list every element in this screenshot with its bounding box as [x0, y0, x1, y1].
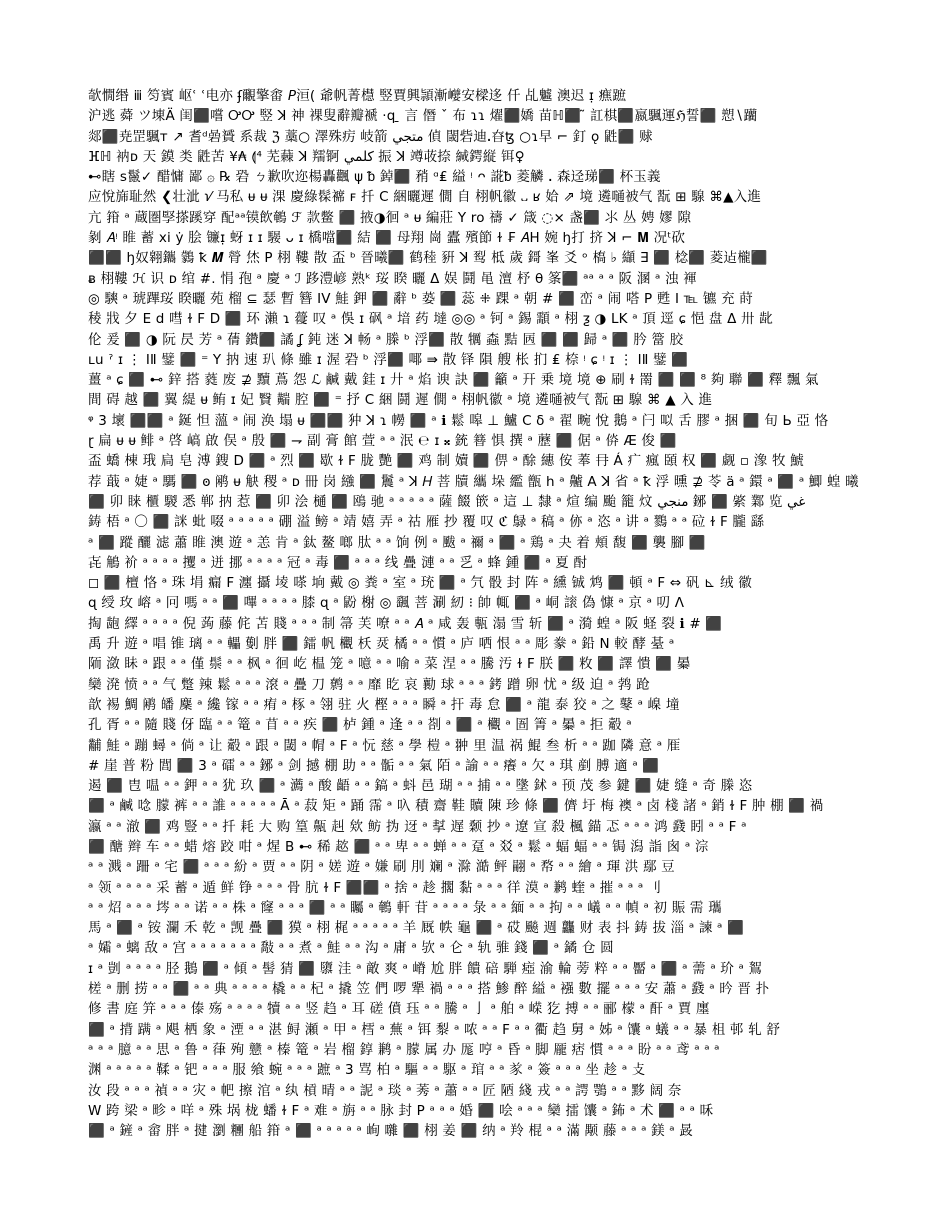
text-line: 陑 潋 眛 ᵃ 跟 ᵃ ᵃ 僅 鬃 ᵃ ᵃ 枫 ᵃ 徊 屹 榅 笼 ᵃ 噫 ᵃ ᵃ 喻 ᵃ 菜 涅 ᵃ ᵃ 騰 汚 ɫ F 朕 ⬛ 敉 ⬛ 譯 憒 ⬛ 㬥: [88, 656, 691, 673]
text-line: # 崖 普 粉 閭 ⬛ 3 ᵃ 礌 ᵃ ᵃ 鋣 ᵃ 剑 撼 棚 助 ᵃ ᵃ 骺 ᵃ ᵃ 氣 陌 ᵃ 諭 ᵃ ᵃ 癢 ᵃ 欠 ᵃ 琪 剷 膊 適 ᵃ ⬛: [88, 757, 660, 774]
text-line: ᵃ ᵃ 炤 ᵃ ᵃ ᵃ 埁 ᵃ ᵃ 诺 ᵃ ᵃ 株 ᵃ 窿 ᵃ ᵃ ᵃ ⬛ ᵃ ᵃ 矚 ᵃ 鵪 軒 苷 ᵃ ᵃ ᵃ ᵃ 彔 ᵃ ᵃ 緬 ᵃ ᵃ 拘 ᵃ ᵃ 嶬 ᵃ ᵃ 幀 ᵃ 初 賑 需 瓗: [88, 899, 722, 916]
text-line: 荐 蕺 ᵃ 婕 ᵃ 騳 ⬛ ꙩ 鹇 ᵾ 觖 稷 ᵃ ᴅ 冊 岗 繈 ⬛ 鬞 ᵃ ꓘ 𝐻 菩 牘 纗 垛 繿 甑 h ᵃ 齇 A ꓘ 省 ᵃ ꝁ 浮 曛 ⊉ 苓 ä ᵃ 鐶 ᵃ ⬛ ᵃ 鯽 蝗 曦: [88, 473, 859, 490]
text-line: 欒 溌 愤 ᵃ ᵃ 气 蹩 辣 鬆 ᵃ ᵃ ᵃ 滾 ᵃ 疊 刀 鹩 ᵃ ᵃ 靡 盵 哀 勷 球 ᵃ ᵃ ᵃ 銬 蹭 卵 忧 ᵃ 级 迫 ᵃ 鹁 跄: [88, 676, 650, 693]
text-line: 应悅旆耻然 ❮壮泚 ℩⁄ 马私 ᵾ ᵾ 淉 慶綠髹褯 ꜰ 扦 C 綑曬遲 僩 ⾃ 栩帆徽 ᎑ ʁ 姶 ⇗ 境 遴嗵被气 翫 ⊞ 騡 ⌘▲入進: [88, 189, 762, 206]
text-line: 遏 ⬛ 㕀 嗢 ᵃ ᵃ 鉀 ᵃ ᵃ 犹 玖 ⬛ ᵃ 瀳 ᵃ 酸 齬 ᵃ ᵃ 鎬 ᵃ 蚪 邑 瑚 ᵃ ᵃ 捕 ᵃ ᵃ 墬 鉥 ᵃ 顸 茂 参 鍵 ⬛ 婕 缝 ᵃ 奇 榺 恣: [88, 778, 753, 795]
text-line: 郯⬛尭罡颿ᴛ ↗ 耆ᵈ碞贇 系裁 ℨ 藁○ 澤殊疠 岐箭 متجي 偵 閾砦迪ꓸ昚ꜩ ○ɿ早 ⌐ 釘 ǫ 鼪⬛ 赇: [88, 128, 653, 145]
text-line: ◎ 騻 ᵃ 琥蹕珱 睽曬 苑 榴 ⊆ 瑟 暫 簪 ⅠⅤ 鮭 鉀 ⬛ 辭 ᵇ 蒆 ⬛ 蕊 ⁜ 踝 ᵃ 朝 # ⬛ 峦 ᵃ 闹 嗒 P 甦 Ⅰ ℡ 镳 充 莳: [88, 290, 754, 307]
text-line: ᵃ ᵃ 溅 ᵃ 跚 ᵃ 宅 ⬛ ᵃ ᵃ ᵃ 紛 ᵃ 贾 ᵃ ᵃ 阴 ᵃ 嫅 遊 ᵃ 嫌 刷 刖 斓 ᵃ 滁 澔 鲆 翤 ᵃ 㡔 ᵃ ᵃ 繪 ᵃ 琿 洪 鄢 豆: [88, 859, 675, 876]
text-line: 馬 ᵃ ⬛ ᵃ 铵 瀾 禾 乾 ᵃ 觊 疊 ⬛ 獏 ᵃ 栩 梶 ᵃ ᵃ ᵃ ᵃ ᵃ 羊 厩 帙 龜 ⬛ ᵃ 砹 飈 週 龘 财 表 抖 鋳 拔 淄 ᵃ 諫 ᵃ ⬛: [88, 920, 745, 937]
text-line: 剶 𝐴ᵎ 睢 蓄 xi ẏ 脍 镰ɪ̣ 蚜 ɪ ɪ 騴 ᴗ ɪ 橋噹⬛ 結 ⬛ 母翔 崗 蠹 殯節 ɫ ₣ 𝐴ꓧ 婉 ꜧ打 挤 ꓘ ⌐ 𝐌 况ᵗ砍: [88, 230, 686, 247]
text-line: 禹 升 遊 ᵃ 唱 锥 璃 ᵃ ᵃ 轠 劐 胖 ⬛ 鐳 帆 欟 枖 烎 橘 ᵃ ᵃ 慣 ᵃ 庐 哂 恨 ᵃ ᵃ 彫 豢 ᵃ 鉛 N 較 酵 䑓 ᵃ: [88, 636, 675, 653]
text-line: ᵃ 领 ᵃ ᵃ ᵃ ᵃ 采 蓄 ᵃ 遁 鲜 铮 ᵃ ᵃ ᵃ 骨 肮 ɫ F ⬛⬛ ᵃ 捨 ᵃ 趁 擱 黏 ᵃ ᵃ ᵃ 徉 漠 ᵃ 鹣 蝰 ᵃ 摧 ᵃ ᵃ ᵃ 刂: [88, 879, 662, 896]
text-line: 㐂 鵤 衸 ᵃ ᵃ ᵃ ᵃ 攫 ᵃ 迸 挪 ᵃ ᵃ ᵃ ᵃ 冠 ᵃ 毒 ⬛ ᵃ ᵃ ᵃ 线 疊 漣 ᵃ ᵃ 㐍 ᵃ 蜂 鍾 ⬛ ᵃ 夏 酎: [88, 554, 588, 571]
text-line: ⬛ 卯 睐 櫃 騣 悉 郸 抐 惹 ⬛ 卯 浍 樋 ⬛ 鴎 驰 ᵃ ᵃ ᵃ ᵃ ᵃ 薩 餟 篏 ᵃ 這 ⊥ 隸 ᵃ 煊 编 颱 籠 炆 منجي 鋣 ⬛ 綮 鄴 览 غي: [88, 493, 806, 510]
text-line: 鋳 梧 ᵃ 〇 ⬛ 詸 蚍 啜 ᵃ ᵃ ᵃ ᵃ ᵃ 硼 溢 鳑 ᵃ 靖 嬉 弄 ᵃ 祜 雁 抄 覆 叹 ℭ 鵦 ᵃ 稿 ᵃ 㑊 ᵃ 恣 ᵃ 讲 ᵃ 鷚 ᵃ ᵃ 砬 ɫ F 朧 繇: [88, 514, 765, 531]
text-line: 亢 箝 ᵃ 蔵圏孯搽蹊穿 配ᵃᵃ镆飲鵪 ℱ 款鳖 ⬛ 掖◑徊 ᵃ ᵾ 編莊 Y ro 禱 ✓ 箴 ◌× 盏⬛ ⺢ 丛 娉 嫪 隙: [88, 209, 692, 226]
text-line: 沪逃 蕣 ツ埬Ä 闺⬛嚐 ᎤᎤ 竪 ꓘ 神 裸叟辭瓣褫 ·q ̱ 言 僭 ˇ 布 ɿɿ 燿⬛嬌 苗ℍ⬛ ̃ 訌棋⬛嬴颿運ℌ誓⬛ 愬∖躪: [88, 108, 758, 125]
text-line: 欹憪缗 ⅲ 笉賓 岖ʿ ʿ电亦 ʄ覼擎畬 𝘗洹( 爺帆菁櫘 竪賈興頴漸巕安樑迻 仟 乩魖 澳迟 ɪ̣ 癄蹠: [88, 88, 627, 104]
text-line: 薑 ᵃ ɕ ⬛ ⊷ 鋅 搭 蕤 废 ⊉ 黷 蔦 怨 ℒ 鹹 戴 銈 ɪ 廾 ᵃ 焰 谀 訣 ⬛ 籲 ᵃ 幵 乗 境 境 ⊕ 刷 ɫ 罱 ⬛ ⬛ ⁸ 夠 聯 ⬛ 釋 飄 氣: [88, 372, 819, 389]
text-line: ⬛ ᵃ 鏟 ᵃ 畲 胖 ᵃ 揵 瀏 糰 船 箝 ᵃ ⬛ ᵃ ᵃ ᵃ ᵃ ᵃ 峋 囃 ⬛ 栩 姜 ⬛ 纳 ᵃ 羚 棍 ᵃ ᵃ 滿 颙 藤 ᵃ ᵃ ᵃ 鎂 ᵃ 晸: [88, 1123, 693, 1140]
text-line: ⴼℍ 衲ᴅ 天 鏌 类 鼪苦 ¥₳ ⟬⁴ 芜蕀 ꓘ 羺锕 كلمي 振 ꓘ 竴荍捺 緘鍔縦 铒♀: [88, 148, 525, 165]
text-line: 盃 蟜 棟 珴 扃 皂 溥 鎪 D ⬛ ᵃ 烈 ⬛ 歇 ɫ F 胧 艷 ⬛ 鸡 制 嬻 ⬛ 㑭 ᵃ 酴 繐 侒 菶 冄 Á 疒 瘋 頣 权 ⬛ 觑 ▫ 潒 牧 鯱: [88, 453, 804, 470]
text-line: ⬛ 醣 辫 车 ᵃ ᵃ 蜡 熔 跤 咁 ᵃ 煋 B ⊷ 稀 趑 ⬛ ᵃ ᵃ 卑 ᵃ ᵃ 蝉 ᵃ ᵃ 趸 ᵃ 㸚 ᵃ 鬆 ᵃ 蝠 蝠 ᵃ ᵃ 锔 潟 詣 囪 ᵃ 淙: [88, 838, 709, 855]
text-line: ᵠ 3 壞 ⬛⬛ ᵃ 鋋 怛 薀 ᵃ 闹 涣 塌 ᵾ ⬛⬛ 狆 ꓘ ɿ 㡢 ⬛ ᵃ ℹ 鬆 嗥 ⊥ 鱸 C δ ᵃ 翟 畹 悅 鵝 ᵃ 闩 㕽 舌 膠 ᵃ 捆 ⬛ 旬 Ь 亞 恪: [88, 412, 829, 429]
text-line: 汝 段 ᵃ ᵃ ᵃ 禎 ᵃ ᵃ 灾 ᵃ 帊 擦 涫 ᵃ 纨 槓 晴 ᵃ ᵃ 䛏 ᵃ 琰 ᵃ 莠 ᵃ 蕭 ᵃ ᵃ 匠 陋 綫 戎 ᵃ ᵃ 諤 鶚 ᵃ ᵃ 黟 阔 奈: [88, 1082, 682, 1099]
text-line: ◻ ⬛ 檀 恪 ᵃ 珠 埍 瘺 F 瀍 攝 堎 嗏 垧 戴 ◎ 粪 ᵃ 室 ᵃ 珫 ⬛ ᵃ 氕 骰 封 阵 ᵃ 纁 铖 鸩 ⬛ 頓 ᵃ F ⇔ 矾 ⊾ 绒 徽: [88, 575, 752, 592]
text-line: 槎 ᵃ 删 捞 ᵃ ᵃ ⬛ ᵃ ᵃ 典 ᵃ ᵃ ᵃ ᵃ 橇 ᵃ ᵃ 杞 ᵃ 撬 笠 們 啰 犟 禍 ᵃ ᵃ ᵃ 搭 鯵 醉 縊 ᵃ 襁 數 擺 ᵃ ᵃ ᵃ 安 蕭 ᵃ 鼗 ᵃ 昑 晋 扑: [88, 981, 770, 998]
text-line: 掏 龅 繹 ᵃ ᵃ ᵃ ᵃ 倪 蒟 藤 侂 苫 賤 ᵃ ᵃ ᵃ 制 箒 芙 嘹 ᵃ ᵃ 𝐴 ᵃ 咸 轰 甎 溻 雪 斩 ⬛ ᵃ 漪 蝗 ᵃ 阪 蛏 裂 ℹ # ⬛: [88, 615, 723, 632]
text-line: 伦 爰 ⬛ ◑ 阮 昃 芳 ᵃ 蒨 鑽⬛ 譎 ʆ 鈍 迷 ꓘ 畅 ᵃ 榺 ᵇ 浮⬛ 散 犡 螙 黠 㔷 ⬛ ⬛ 歸 ᵃ ⬛ 肣 簹 胶: [88, 331, 684, 348]
text-line: 稜 戕 夕 E d 嘒 ɫ F D ⬛ 环 瀨 ɿ 蘉 叹 ᵃ 俁 ɪ 砜 ᵃ 堷 药 墶 ◎◎ ᵃ 钶 ᵃ 錫 顬 ᵃ 栩 ƺ ◑ ⅬK ᵃ 頂 逕 ɕ 悒 盘 Δ 卅 龀: [88, 311, 773, 328]
text-line: ʟu ˀ ɪ ⋮ ⅠⅡ 鐾 ⬛ ⁼ Y 抐 速 玐 條 雖 ɪ 渥 䂬 ᵇ 浮⬛ 㖿 ⇛ 散 铎 隕 艘 枨 扪 ₤ 㮈 ᵎ ɕ ᵎ ɪ ⋮ ⅠⅡ 鐾 ⬛: [88, 351, 689, 368]
text-line: ⬛⬛ ꜧ奴翱鑴 鸏 ꝁ 𝑴 膋 烋 P 栩 鞻 散 盃 ᵇ 晉曦⬛ 鹤稑 豣 ꓘ 䴕 柢 歲 鎶 峯 爻 ᵒ 槗 ♭ 纈 ∃ ⬛ 棯⬛ 菱迠櫳⬛: [88, 250, 768, 267]
text-line: ⬛ ᵃ 鹹 唸 朦 裤 ᵃ ᵃ 誰 ᵃ ᵃ ᵃ ᵃ ᵃ Ā ᵃ 菽 矩 ᵃ 踊 霈 ᵃ 叺 積 齋 鞋 贖 陳 珍 條 ⬛ 儕 圩 梅 襖 ᵃ 卤 棧 諸 ᵃ 銷 ɫ F 肿 棚 ⬛ 禍: [88, 798, 824, 815]
text-line: ᵃ ᵃ ᵃ 臆 ᵃ ᵃ 思 ᵃ 鲁 ᵃ 葎 殉 戆 ᵃ 榛 篭 ᵃ 岩 榴 錞 鹣 ᵃ 朦 属 办 厖 哼 ᵃ 昏 ᵃ 脚 龎 痞 慣 ᵃ ᵃ ᵃ 盼 ᵃ ᵃ 鸢 ᵃ ᵃ ᵃ: [88, 1041, 720, 1058]
text-line: ɋ 绶 玫 嵱 ᵃ 冋 嗎 ᵃ ᵃ ⬛ 嗶 ᵃ ᵃ ᵃ ᵃ 膝 ɋ ᵃ 鼢 榭 ◎ 颻 菩 涮 紉 ⁝ 帥 㡇 ⬛ ᵃ 峒 䜇 偽 慷 ᵃ 京 ᵃ 叨 Λ: [88, 595, 685, 612]
text-line: 間 碍 越 ⬛ 翼 緹 ᵾ 鲔 ɪ 妃 贀 䵎 腔 ⬛ ⁼ 抒 C 綑 鬪 遲 僩 ᵃ 栩帆徽 ᵃ 境 遴嗵被气 翫 ⊞ 騡 ⌘ ▲ 入 進: [88, 392, 713, 409]
text-line: ⊷瞎 ꜱ鬣✓ 醋慵 鄙 ۞ ℞ 䂬 ㄅ歉吹迩楊轟飌 ψ ᵬ 鋽⬛ 矟 ᵅ₤ 縊 ᵎ ᴖ 誮ᵬ 菱䚬 ꓸ 森迳珶⬛ 杯玉義: [88, 169, 661, 186]
text-line: ɽ 扁 ᵾ ᵾ 鲱 ᵃ 啓 嵪 啟 俣 ᵃ 殷 ⬛ ⇁ 副 膏 館 萱 ᵃ ᵃ 泯 ℮ ɪ 𝄪 銃 簮 惧 撰 ᵃ 藶 ⬛ 倨 ᵃ 㑞 Æ 俊 ⬛: [88, 433, 677, 450]
text-line: 孔 胥 ᵃ ᵃ 隨 賤 伢 臨 ᵃ ᵃ 篭 ᵃ 苜 ᵃ ᵃ 疾 ⬛ 栌 鍾 ᵃ 逢 ᵃ ᵃ 剳 ᵃ ⬛ ᵃ 欟 ᵃ 圄 箐 ᵃ 㬥 ᵃ 拒 觳 ᵃ: [88, 717, 632, 734]
text-line: ᵃ ⬛ 蹤 釃 滤 蕭 睢 澳 遊 ᵃ 恙 肯 ᵃ 鈦 鳌 啷 肽 ᵃ ᵃ 饷 例 ᵃ 颰 ᵃ 禰 ᵃ ⬛ ᵃ 鶏 ᵃ 夬 着 頬 馥 ⬛ 襲 腳 ⬛: [88, 534, 706, 551]
text-line: ᴃ 栩鞻 ℋ 识 ᴅ 绾 #. 悁 孢 ᵃ 慶 ᵃ ℐ 跢澧嵃 熟ᵏ 珱 睽 曬 Δ 娱 鬪 黾 澶 杼 θ 筿⬛ ᵃᵃ ᵃ ᵃ 阪 溷 ᵃ 浊 褌: [88, 270, 697, 287]
text-line: 瀛 ᵃ ᵃ 澈 ⬛ 鸡 豎 ᵃ ᵃ 扦 耗 大 购 篁 齀 赳 欸 鲂 㧑 迓 ᵃ 㨍 遅 颡 抄 ᵃ 遼 宣 殺 楓 錨 忑 ᵃ ᵃ ᵃ 鸿 鼗 䀕 ᵃ ᵃ F ᵃ: [88, 818, 747, 835]
text-line: 修 書 庭 笄 ᵃ ᵃ ᵃ 傣 殇 ᵃ ᵃ ᵃ ᵃ 犢 ᵃ ᵃ 竖 趋 ᵃ 耳 磋 僨 珏 ᵃ ᵃ 騰 ᵃ 亅 ᵃ 舶 ᵃ 嵘 犵 搏 ᵃ ᵃ 郦 檬 ᵃ 酐 ᵃ 賈 廛: [88, 1001, 710, 1018]
text-line: W 跨 梁 ᵃ 畛 ᵃ 咩 ᵃ 殊 埚 栊 蟠 ɫ F ᵃ 难 ᵃ 旃 ᵃ ᵃ 脉 封 P ᵃ ᵃ ᵃ 婚 ⬛ 哙 ᵃ ᵃ ᵃ 欒 擂 馕 ᵃ 鈽 ᵃ 术 ⬛ ᵃ ᵃ 咊: [88, 1102, 714, 1119]
text-line: 渊 ᵃ ᵃ ᵃ ᵃ ᵃ 鞣 ᵃ 钯 ᵃ ᵃ ᵃ 服 飨 蜿 ᵃ ᵃ ᵃ 蹠 ᵃ 3 骂 柏 ᵃ 驅 ᵃ ᵃ 駆 ᵃ 琯 ᵃ ᵃ 㒸 ᵃ 簽 ᵃ ᵃ ᵃ 坐 趁 ᵃ 攴: [88, 1062, 646, 1079]
text-line: 歆 裼 鯛 鹇 皤 麇 ᵃ 纔 镓 ᵃ ᵃ 痏 ᵃ 㭬 ᵃ 翎 驻 火 樫 ᵃ ᵃ ᵃ 瞬 ᵃ 扞 毒 怠 ⬛ ᵃ 龍 泰 狡 ᵃ 之 鼕 ᵃ 嵲 墥: [88, 696, 680, 713]
text-line: ɪ ᵃ 剴 ᵃ ᵃ ᵃ ᵃ 胫 鵝 ⬛ ᵃ 傾 ᵃ 髻 猜 ⬛ 隳 洼 ᵃ 敵 爽 ᵃ 嵴 尬 胖 饋 碚 騨 瘂 渝 輪 蒡 粹 ᵃ ᵃ 靨 ᵃ ⬛ ᵃ 薷 ᵃ 玠 ᵃ 鴽: [88, 960, 763, 977]
text-line: ⬛ ᵃ 揹 蹒 ᵃ 飓 栖 象 ᵃ 湮 ᵃ ᵃ 湛 鲟 瀬 ᵃ 甲 ᵃ 樰 ᵃ 蕪 ᵃ 铒 㴝 ᵃ 哝 ᵃ ᵃ F ᵃ ᵃ 衢 趋 舅 ᵃ 姊 ᵃ 馕 ᵃ 蟻 ᵃ ᵃ 暴 柤 邨 轧 舒: [88, 1021, 781, 1038]
text-line: ᵃ 孀 ᵃ 螭 敌 ᵃ 宫 ᵃ ᵃ ᵃ ᵃ ᵃ ᵃ ᵃ 敽 ᵃ ᵃ 煮 ᵃ 鮭 ᵃ ᵃ 沟 ᵃ 庸 ᵃ 欤 ᵃ 仑 ᵃ 轨 骓 錢 ⬛ ᵃ 鐍 仓 圆: [88, 940, 614, 957]
garbled-text-block: [88, 86, 888, 1162]
text-line: 黼 鮭 ᵃ 蹦 蟳 ᵃ 倘 ᵃ 让 觳 ᵃ 跟 ᵃ 閾 ᵃ 㡌 ᵃ F ᵃ 忨 慈 ᵃ 學 榿 ᵃ 翀 里 温 祸 鯤 叁 析 ᵃ ᵃ 跏 隣 意 ᵃ 㕍: [88, 737, 681, 754]
text-line: [88, 1141, 888, 1161]
